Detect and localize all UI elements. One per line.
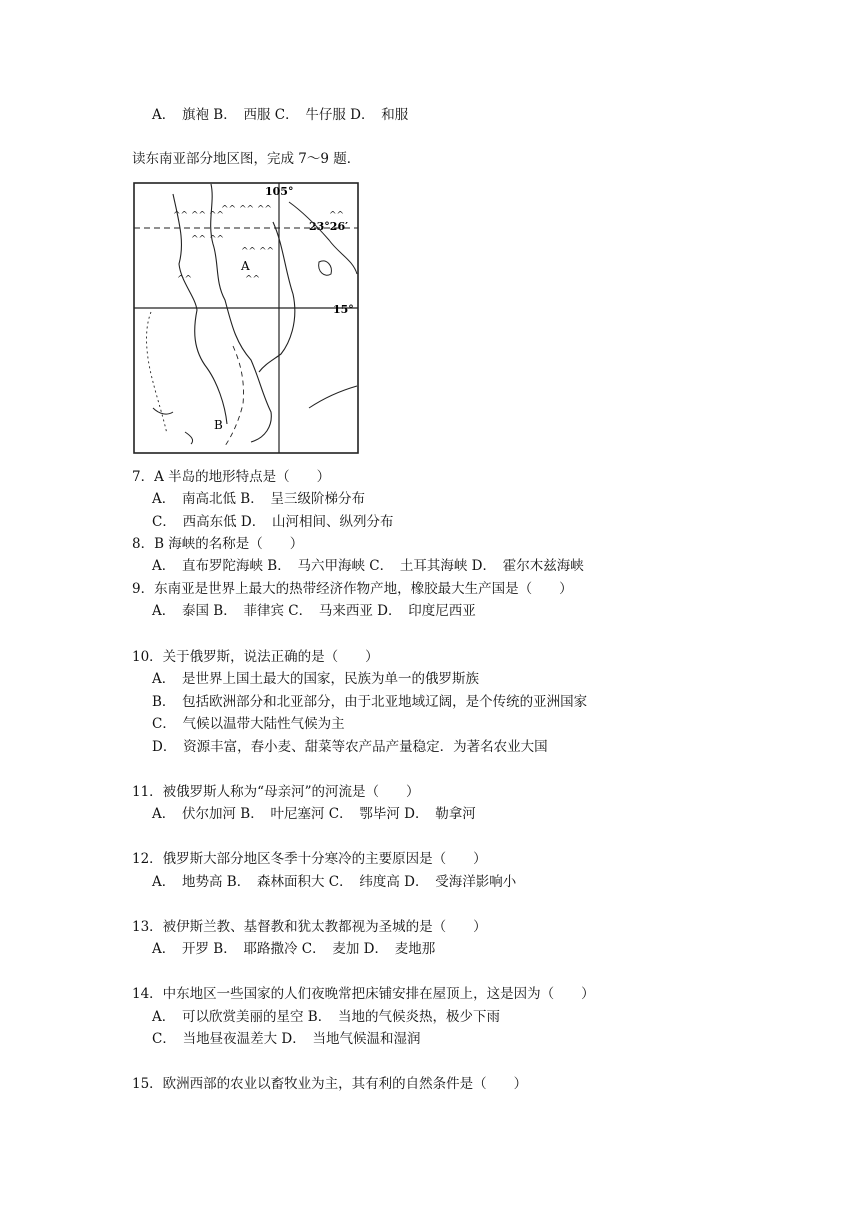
q8-stem: 8．B 海峡的名称是（ ） bbox=[132, 536, 304, 552]
svg-text:^^ ^^: ^^ ^^ bbox=[241, 247, 275, 257]
q10-option-line: C． 气候以温带大陆性气候为主 bbox=[152, 716, 345, 732]
svg-text:^^ ^^ ^^: ^^ ^^ ^^ bbox=[221, 205, 272, 215]
q13-stem: 13．被伊斯兰教、基督教和犹太教都视为圣城的是（ ） bbox=[132, 919, 487, 935]
q13-option-line: A． 开罗 B． 耶路撒冷 C． 麦加 D． 麦地那 bbox=[152, 941, 436, 957]
svg-text:^^: ^^ bbox=[245, 275, 261, 285]
q9-option-line: A． 泰国 B． 菲律宾 C． 马来西亚 D． 印度尼西亚 bbox=[152, 603, 476, 619]
svg-text:^^ ^^: ^^ ^^ bbox=[191, 235, 225, 245]
lon-105-label: 105° bbox=[265, 185, 294, 198]
svg-text:^^: ^^ bbox=[177, 275, 193, 285]
q9-stem: 9．东南亚是世界上最大的热带经济作物产地，橡胶最大生产国是（ ） bbox=[132, 581, 573, 597]
southeast-asia-map bbox=[133, 182, 359, 454]
q11-stem: 11．被俄罗斯人称为“母亲河”的河流是（ ） bbox=[132, 784, 420, 800]
q7-option-line: A． 南高北低 B． 呈三级阶梯分布 bbox=[152, 491, 365, 507]
q14-stem: 14．中东地区一些国家的人们夜晚常把床铺安排在屋顶上，这是因为（ ） bbox=[132, 986, 595, 1002]
q6-options: A． 旗袍 B． 西服 C． 牛仔服 D． 和服 bbox=[152, 107, 409, 123]
q14-option-line: C． 当地昼夜温差大 D． 当地气候温和湿润 bbox=[152, 1031, 421, 1047]
lat-15-label: 15° bbox=[333, 303, 354, 316]
q15-stem: 15．欧洲西部的农业以畜牧业为主，其有利的自然条件是（ ） bbox=[132, 1076, 528, 1092]
q8-option-line: A． 直布罗陀海峡 B． 马六甲海峡 C． 土耳其海峡 D． 霍尔木兹海峡 bbox=[152, 558, 584, 574]
tropic-label: 23°26′ bbox=[309, 220, 349, 233]
svg-text:^^: ^^ bbox=[329, 211, 345, 221]
q7-stem: 7．A 半岛的地形特点是（ ） bbox=[132, 469, 331, 485]
q7-option-line: C． 西高东低 D． 山河相间、纵列分布 bbox=[152, 514, 394, 530]
q10-option-line: A． 是世界上国土最大的国家，民族为单一的俄罗斯族 bbox=[152, 671, 479, 687]
label-a: A bbox=[241, 259, 250, 273]
q12-option-line: A． 地势高 B． 森林面积大 C． 纬度高 D． 受海洋影响小 bbox=[152, 874, 517, 890]
q10-option-line: B． 包括欧洲部分和北亚部分，由于北亚地域辽阔，是个传统的亚洲国家 bbox=[152, 694, 588, 710]
q12-stem: 12．俄罗斯大部分地区冬季十分寒冷的主要原因是（ ） bbox=[132, 851, 487, 867]
q10-stem: 10．关于俄罗斯，说法正确的是（ ） bbox=[132, 649, 379, 665]
label-b: B bbox=[214, 418, 223, 432]
q14-option-line: A． 可以欣赏美丽的星空 B． 当地的气候炎热，极少下雨 bbox=[152, 1009, 500, 1025]
q10-option-line: D． 资源丰富，春小麦、甜菜等农产品产量稳定．为著名农业大国 bbox=[152, 739, 548, 755]
svg-text:^^ ^^ ^^: ^^ ^^ ^^ bbox=[173, 211, 224, 221]
q11-option-line: A． 伏尔加河 B． 叶尼塞河 C． 鄂毕河 D． 勒拿河 bbox=[152, 806, 476, 822]
map-intro: 读东南亚部分地区图，完成 7～9 题． bbox=[132, 151, 361, 167]
